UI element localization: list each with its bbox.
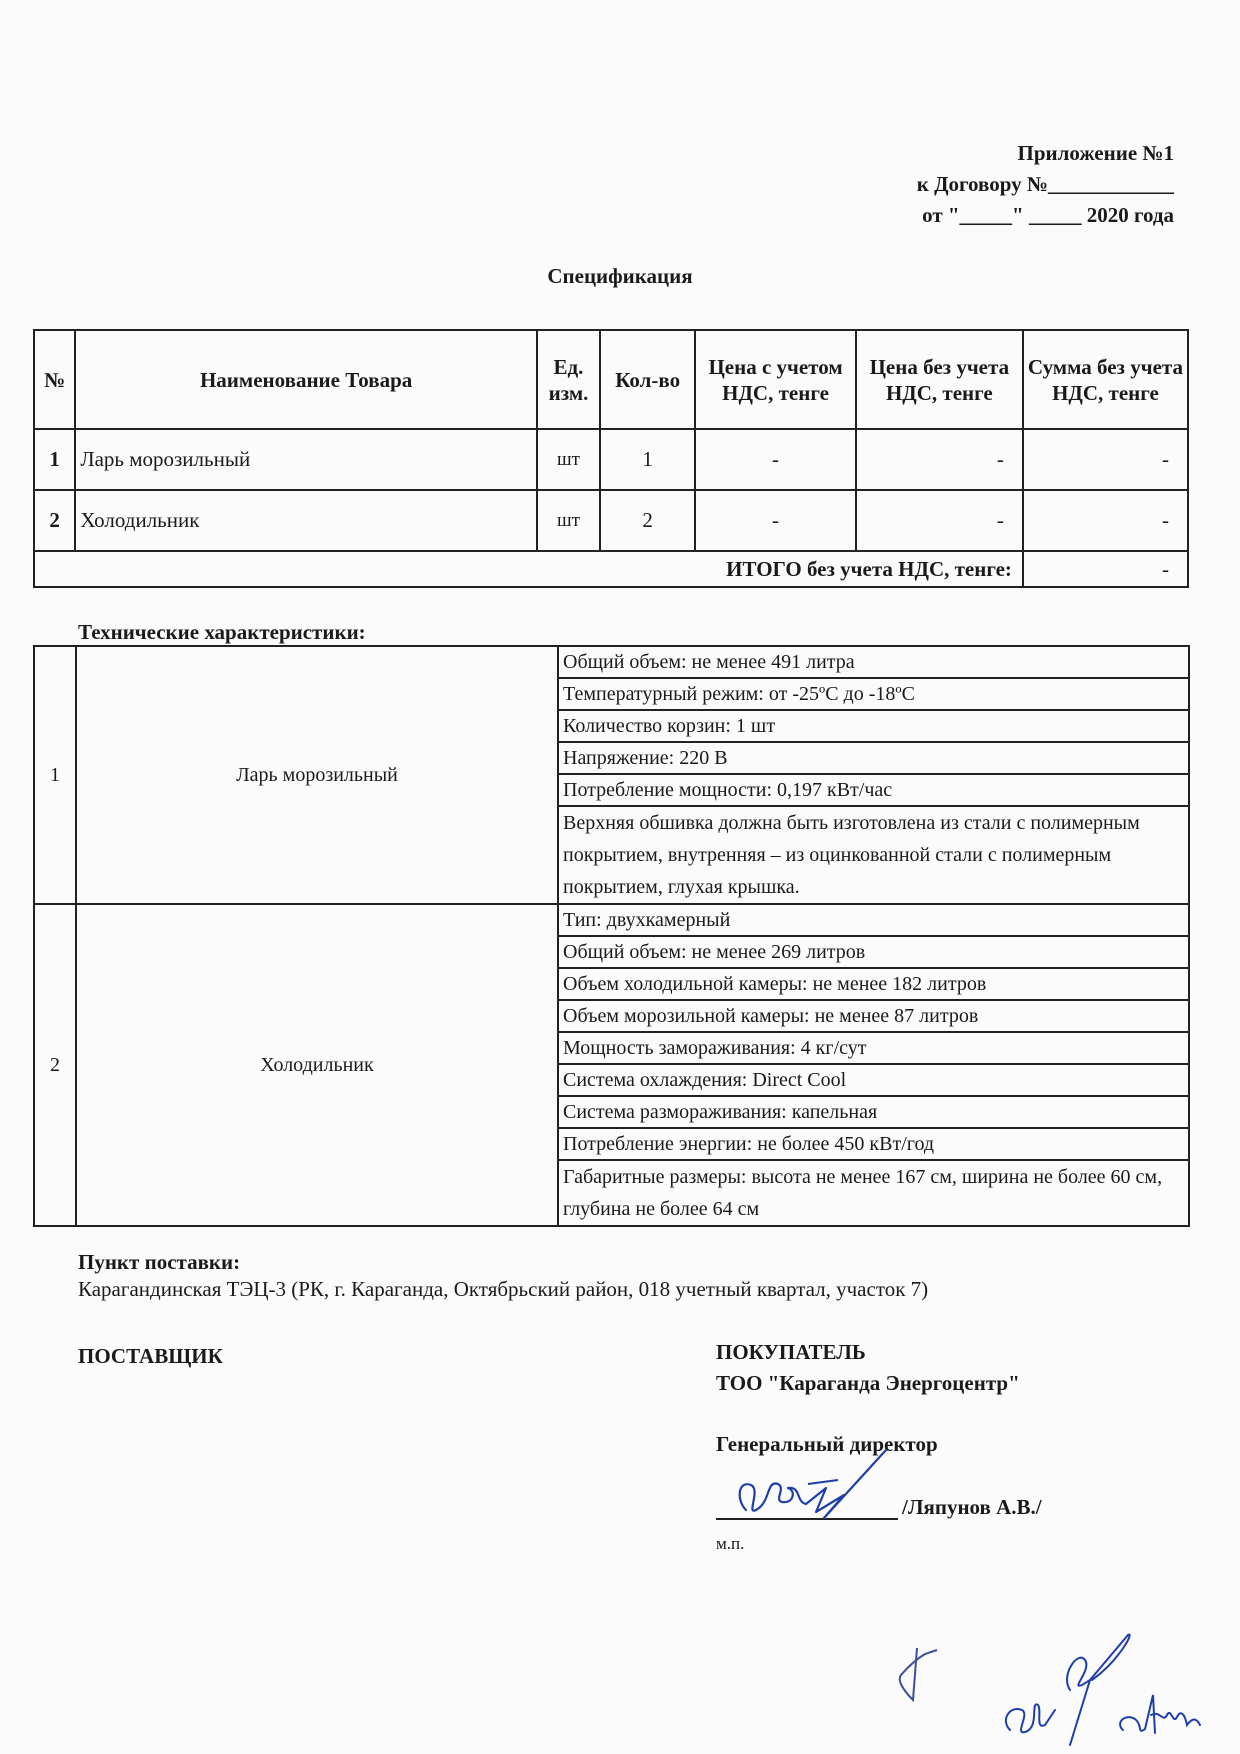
col-header-number: №: [34, 330, 75, 429]
tech-specs-table: [33, 645, 1190, 1227]
tech-spec: Мощность замораживания: 4 кг/сут: [558, 1032, 1189, 1064]
tech-item-number: 2: [34, 904, 76, 1226]
buyer-organization: ТОО "Караганда Энергоцентр": [716, 1371, 1020, 1395]
row-price-vat: -: [695, 429, 855, 490]
delivery-address: Карагандинская ТЭЦ-3 (РК, г. Караганда, Октябрьский район, 018 учетный квартал, участок 7): [78, 1277, 929, 1301]
row-price-novat: -: [856, 429, 1023, 490]
tech-row: [34, 904, 1189, 936]
tech-heading: Технические характеристики:: [78, 620, 366, 644]
row-qty: 2: [600, 490, 695, 551]
total-value: -: [1023, 551, 1188, 587]
row-name: Ларь морозильный: [75, 429, 537, 490]
row-price-novat: -: [856, 490, 1023, 551]
col-header-unit: Ед. изм.: [537, 330, 600, 429]
col-header-qty: Кол-во: [600, 330, 695, 429]
col-header-name: Наименование Товара: [75, 330, 537, 429]
tech-spec: Верхняя обшивка должна быть изготовлена из стали с полимерным покрытием, внутренняя – из оцинкованной стали с полимерным покрытием, глухая крышка.: [558, 806, 1189, 904]
total-row: [34, 551, 1188, 587]
tech-spec: Потребление мощности: 0,197 кВт/час: [558, 774, 1189, 806]
total-label: ИТОГО без учета НДС, тенге:: [34, 551, 1023, 587]
row-unit: шт: [537, 490, 600, 551]
stamp-mark: м.п.: [716, 1534, 745, 1553]
buyer-block: [716, 1337, 1020, 1399]
col-header-price-vat: Цена с учетом НДС, тенге: [695, 330, 855, 429]
contract-number: к Договору №____________: [916, 172, 1174, 196]
tech-spec: Габаритные размеры: высота не менее 167 см, ширина не более 60 см, глубина не более 64 см: [558, 1160, 1189, 1226]
tech-spec: Потребление энергии: не более 450 кВт/год: [558, 1128, 1189, 1160]
row-name: Холодильник: [75, 490, 537, 551]
col-header-sum-novat: Сумма без учета НДС, тенге: [1023, 330, 1188, 429]
initial-signature-1-icon: [895, 1640, 945, 1710]
tech-item-number: 1: [34, 646, 76, 904]
specification-table: [33, 329, 1189, 588]
tech-spec: Количество корзин: 1 шт: [558, 710, 1189, 742]
tech-spec: Тип: двухкамерный: [558, 904, 1189, 936]
tech-spec: Общий объем: не менее 491 литра: [558, 646, 1189, 678]
page-title: Спецификация: [547, 264, 693, 288]
col-header-price-novat: Цена без учета НДС, тенге: [856, 330, 1023, 429]
row-unit: шт: [537, 429, 600, 490]
initial-signature-3-icon: [1115, 1685, 1205, 1745]
buyer-position: Генеральный директор: [716, 1432, 938, 1456]
table-row: [34, 429, 1188, 490]
tech-spec: Общий объем: не менее 269 литров: [558, 936, 1189, 968]
row-number: 1: [34, 429, 75, 490]
table-row: [34, 490, 1188, 551]
initial-signature-2-icon: [1000, 1630, 1140, 1750]
row-qty: 1: [600, 429, 695, 490]
contract-date: от "_____" _____ 2020 года: [922, 203, 1174, 227]
table-header-row: [34, 330, 1188, 429]
tech-spec: Объем морозильной камеры: не менее 87 литров: [558, 1000, 1189, 1032]
row-price-vat: -: [695, 490, 855, 551]
supplier-label: ПОСТАВЩИК: [78, 1344, 223, 1368]
tech-spec: Система размораживания: капельная: [558, 1096, 1189, 1128]
tech-spec: Объем холодильной камеры: не менее 182 литров: [558, 968, 1189, 1000]
row-number: 2: [34, 490, 75, 551]
appendix-number: Приложение №1: [1017, 141, 1174, 165]
tech-item-name: Ларь морозильный: [76, 646, 558, 904]
row-sum-novat: -: [1023, 429, 1188, 490]
delivery-heading: Пункт поставки:: [78, 1250, 241, 1274]
tech-spec: Система охлаждения: Direct Cool: [558, 1064, 1189, 1096]
tech-spec: Напряжение: 220 В: [558, 742, 1189, 774]
row-sum-novat: -: [1023, 490, 1188, 551]
tech-row: [34, 646, 1189, 678]
tech-spec: Температурный режим: от -25ºC до -18ºC: [558, 678, 1189, 710]
appendix-header: [917, 138, 1174, 231]
signature-line: [716, 1518, 898, 1520]
buyer-label: ПОКУПАТЕЛЬ: [716, 1340, 866, 1364]
tech-item-name: Холодильник: [76, 904, 558, 1226]
buyer-name: /Ляпунов А.В./: [902, 1495, 1042, 1519]
